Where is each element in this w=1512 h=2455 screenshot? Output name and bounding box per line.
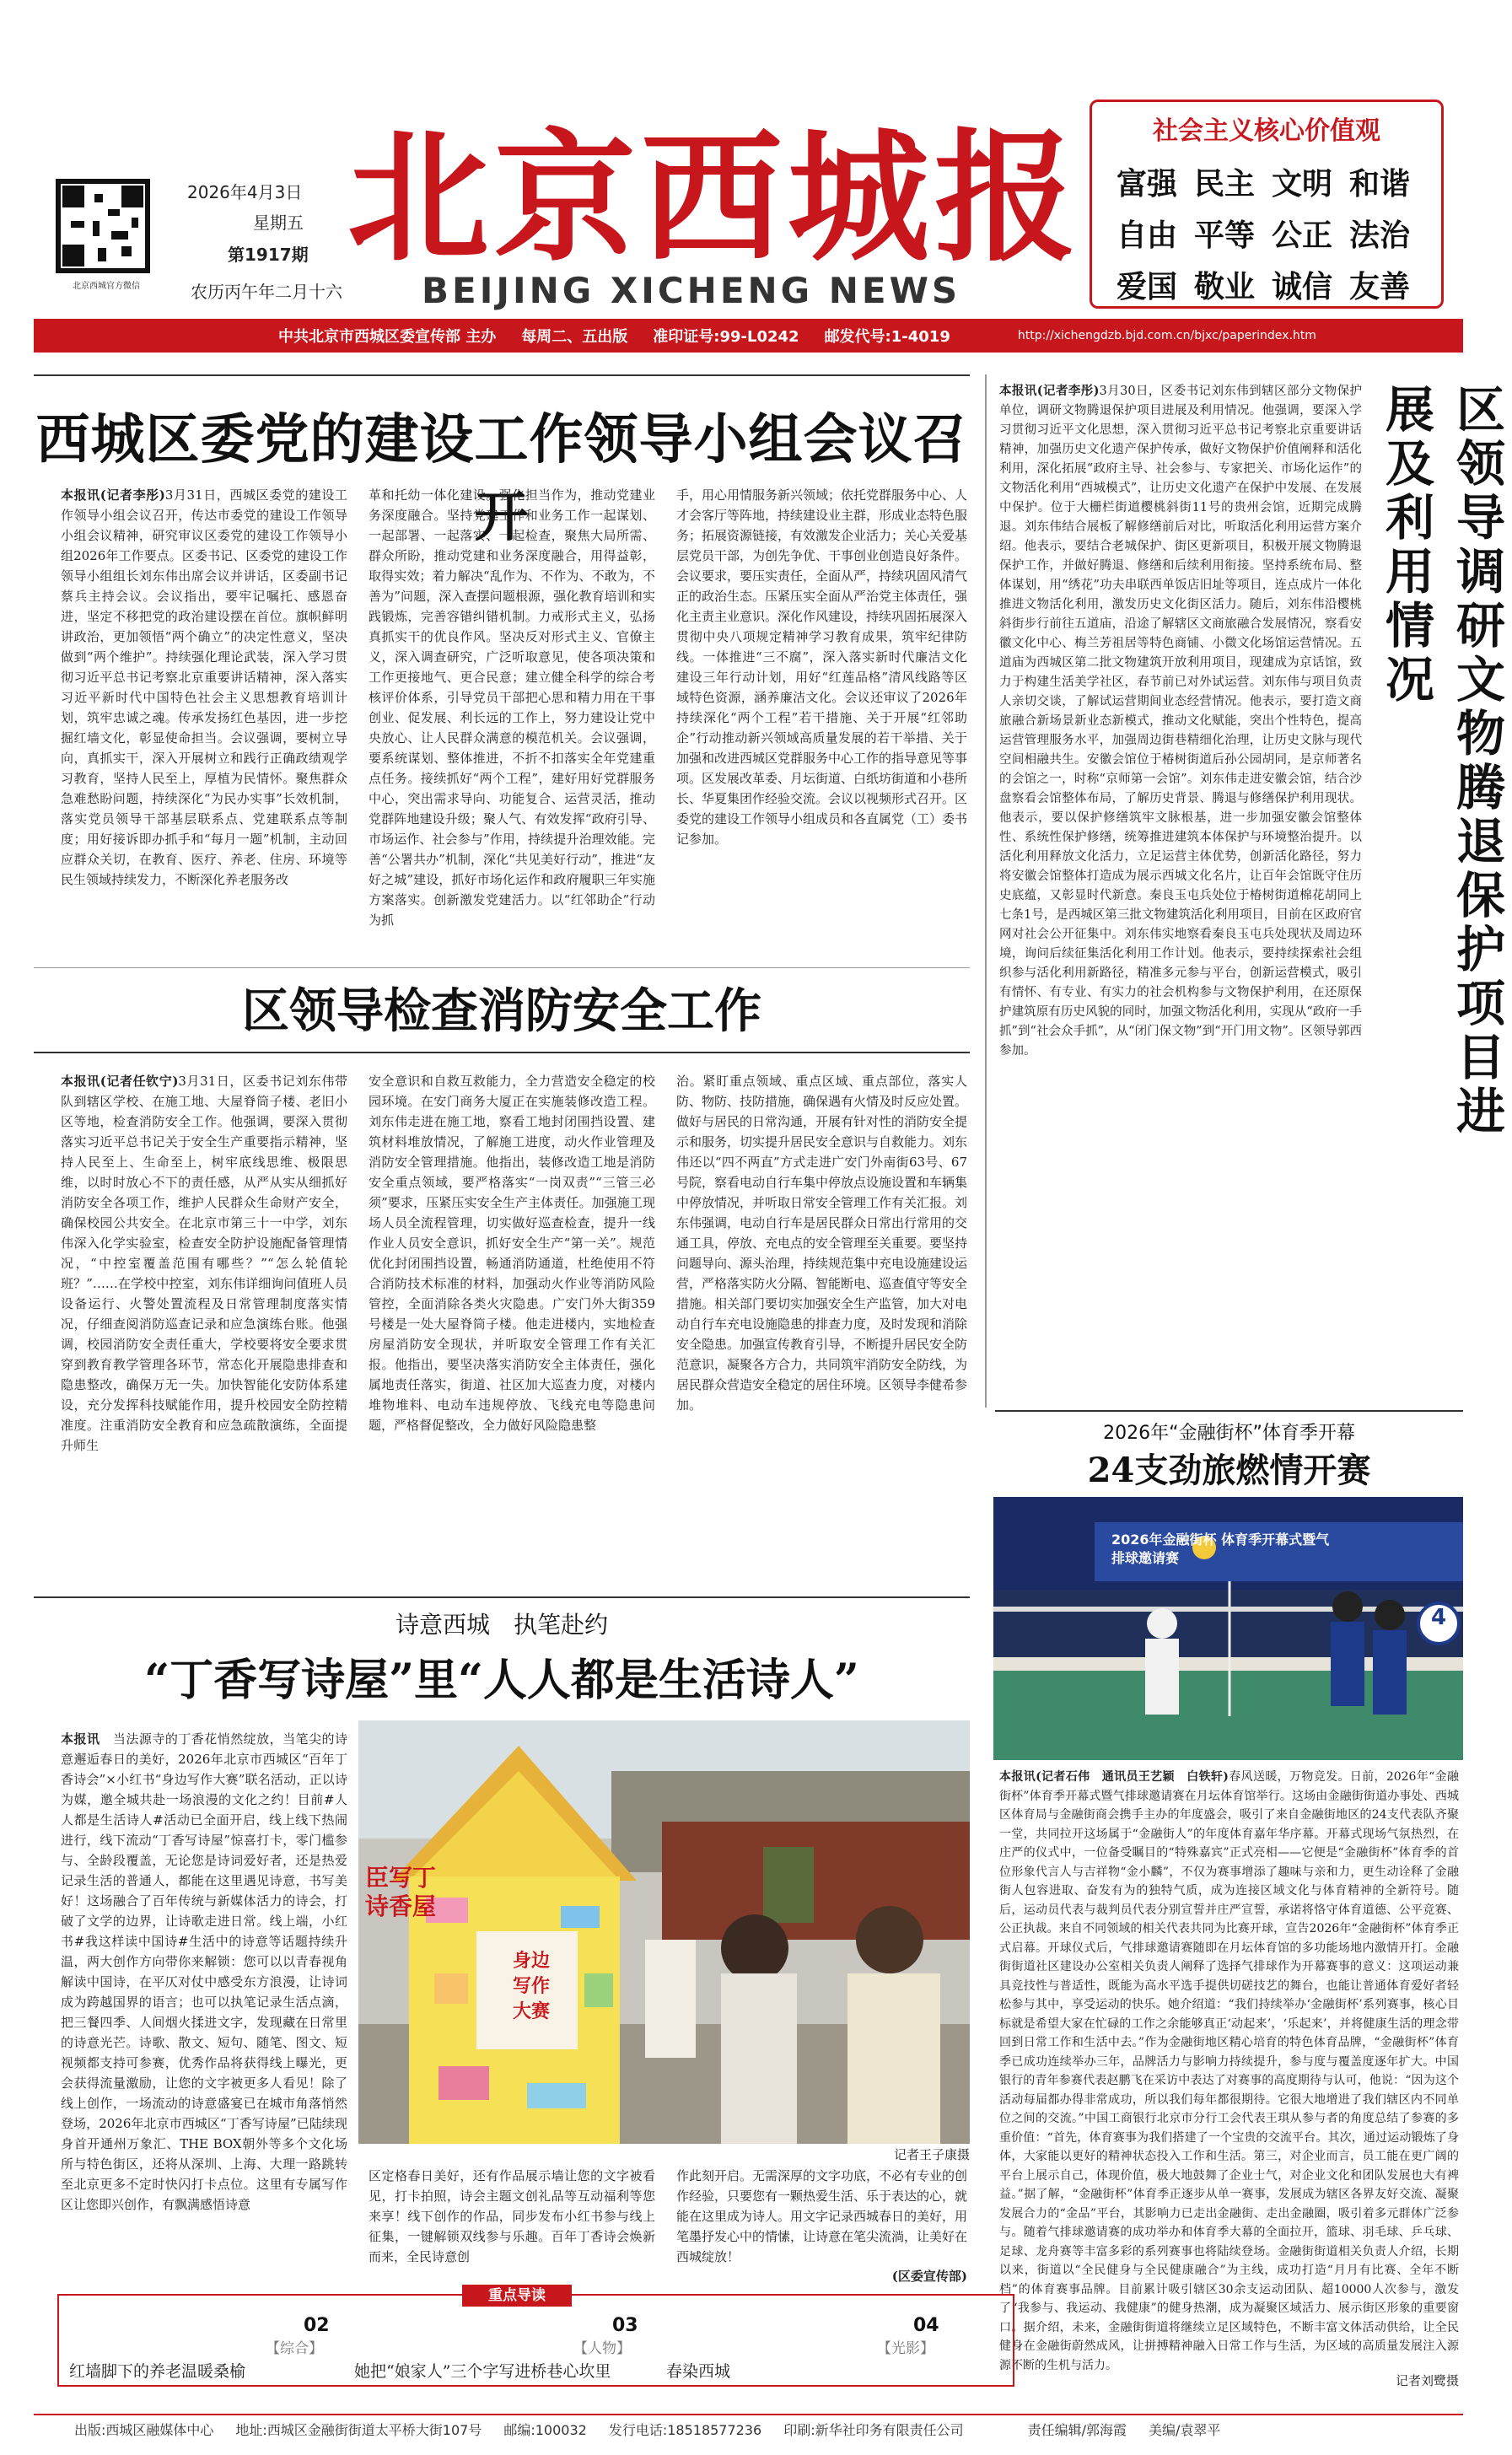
footer-postcode: 邮编:100032 xyxy=(503,2421,587,2438)
article3-photo-caption: 记者王子康摄 xyxy=(893,2147,970,2162)
poetry-house-photo[interactable] xyxy=(358,1720,970,2144)
article4-byline: (记者李彤) xyxy=(1036,384,1100,398)
guide-section: 【人物】 xyxy=(573,2340,631,2357)
core-value: 爱国 xyxy=(1117,269,1178,304)
article4-headline[interactable]: 区领导调研文物腾退保护项目进展及利用情况 xyxy=(1377,384,1505,1139)
wechat-qr-code[interactable] xyxy=(56,179,150,273)
article1-byline: (记者李彤) xyxy=(100,487,165,503)
guide-page-number: 03 xyxy=(612,2315,638,2336)
article3-kicker: 诗意西城 执笔赴约 xyxy=(395,1611,608,1639)
article5-body xyxy=(999,1768,1460,2372)
core-value: 富强 xyxy=(1117,166,1178,202)
volleyball-photo[interactable] xyxy=(993,1497,1463,1760)
article2-col2: 安全意识和自救互救能力，全力营造安全稳定的校园环境。在安门商务大厦正在实施装修改造工程。刘东伟走进在施工地，察看工地封闭围挡设置、建筑材料堆放情况，了解施工进度，动火作业管理及消防安全管理措施。他指出，装修改造工地是消防安全重点领域，要严格落实“一岗双责”“三管三必须”要求，压紧压实安全生产主体责任。加强施工现场人员全流程管理，切实做好巡查检查，提升一线作业人员安全意识，抓好安全生产“第一关”。规范优化封闭围挡设置，畅通消防通道，杜绝使用不符合消防技术标准的材料，加强动火作业等消防风险管控，全面消除各类火灾隐患。广安门外大街359号楼是一处大屋脊筒子楼。他走进楼内，实地检查房屋消防安全现状，并听取安全管理工作有关汇报。他指出，要坚决落实消防安全主体责任，强化属地责任落实，街道、社区加大巡查力度，对楼内堆物堆料、电动车违规停放、飞线充电等隐患问题，严格督促整改，全力做好风险隐患整 xyxy=(369,1074,655,1433)
article2-byline: (记者任钦宁) xyxy=(100,1074,179,1089)
core-value: 敬业 xyxy=(1194,269,1256,304)
publish-schedule: 每周二、五出版 xyxy=(521,328,628,346)
masthead-info-bar xyxy=(34,319,1463,353)
article4-text: 3月30日，区委书记刘东伟到辖区部分文物保护单位，调研文物腾退保护项目进展及利用情况。他强调，要深入学习贯彻习近平文化思想，深入贯彻习近平总书记考察北京重要讲话精神，加强历史文化遗产保护传承，做好文物保护价值阐释和活化利用，深化拓展“政府主导、社会参与、专家把关、市场化运作”的文物活化利用“西城模式”，让历史文化遗产在保护中发展、在发展中保护。位于大栅栏街道樱桃斜街11号的贵州会馆，近期完成腾退。刘东伟结合展板了解修缮前后对比，听取活化利用运营方案介绍。他表示，要结合老城保护、街区更新项目，积极开展文物腾退保护工作，并做好腾退、修缮和后续利用衔接。坚持系统布局、整体谋划，用“绣花”功夫串联西单饭店旧址等项目，连点成片一体化推进文物活化利用，激发历史文化街区活力。随后，刘东伟沿樱桃斜街步行前往五道庙，沿途了解辖区文商旅融合发展情况，察看安徽文化中心、梅兰芳祖居等特色商铺、小微文化场馆运营情况。五道庙为西城区第二批文物建筑开放利用项目，现建成为京话馆，致力于构建生活美学社区，春节前已对外试运营。刘东伟与项目负责人亲切交谈，了解试运营期间业态经营情况。他表示，要打造文商旅融合新场景新业态新模式，推动文化赋能，突出个性特色，提高运营管理服务水平，加强周边街巷精细化治理，让历史文脉与现代空间相融共生。安徽会馆位于椿树街道后孙公园胡同，是京师著名的会馆之一，时称“京师第一会馆”。刘东伟走进安徽会馆，结合沙盘察看会馆整体布局，了解历史背景、腾退与修缮保护利用现状。他表示，要以保护修缮筑牢文脉根基，进一步加强安徽会馆整体性、系统性保护修缮，统筹推进建筑本体保护与环境整治提升。以活化利用释放文化活力，立足运营主体优势，创新活化路径，努力将安徽会馆整体打造成为展示西城文化名片，让百年会馆既守住历史底蕴，又彰显时代新意。秦良玉屯兵处位于椿树街道棉花胡同上七条1号，是西城区第三批文物建筑活化利用项目，目前在区政府官网对社会公开征集中。刘东伟实地察看秦良玉屯兵处现状及周边环境，询问后续征集活化利用工作计划。他表示，要持续探索社会组织参与活化利用新路径，精准多元参与平台，创新运营模式，吸引有情怀、有专业、有实力的社会机构参与文物保护利用，在还原保护建筑原有历史风貌的同时，加强文物活化利用，实现从“政府一手抓”到“社会众手抓”，从“闭门保文物”到“开门用文物”。区领导郭西参加。 xyxy=(999,385,1362,1058)
volleyball-event-board: 2026年金融街杯 体育季开幕式暨气排球邀请赛 xyxy=(1111,1532,1330,1566)
lunar-date: 农历丙午年二月十六 xyxy=(191,282,342,302)
publisher-info: 中共北京市西城区委宣传部 主办 xyxy=(278,328,497,346)
article5-headline[interactable]: 24支劲旅燃情开赛 xyxy=(1087,1451,1371,1490)
article5-top-rule xyxy=(995,1410,1463,1412)
board-word: 大赛 xyxy=(512,2000,550,2022)
article3-col3: 作此刻开启。无需深厚的文字功底，不必有专业的创作经验，只要您有一颗热爱生活、乐于表达的心，就能在这里成为诗人。用文字记录西城春日的美好，用笔墨抒发心中的情愫，让诗意在笔尖流淌，让美好在西城绽放！ xyxy=(676,2168,968,2264)
article2-col3: 治。紧盯重点领域、重点区域、重点部位，落实人防、物防、技防措施，确保遇有火情及时反应处置。做好与居民的日常沟通，开展有针对性的消防安全提示和服务，切实提升居民安全意识与自救能力。刘东伟还以“四不两直”方式走进广安门外南街63号、67号院，察看电动自行车集中停放点设施设置和车辆集中停放情况，并听取日常安全管理工作有关汇报。刘东伟强调，电动自行车是居民群众日常出行常用的交通工具，停放、充电点的安全管理至关重要。要坚持问题导向、源头治理，持续规范集中充电设施建设运营，严格落实防火分隔、智能断电、巡查值守等安全措施。相关部门要切实加强安全生产监管，加大对电动自行车充电设施隐患的排查力度，及时发现和消除安全隐患。加强宣传教育引导，不断提升居民安全防范意识，凝聚各方合力，共同筑牢消防安全防线，为居民群众营造安全稳定的居住环境。区领导李健希参加。 xyxy=(676,1074,968,1413)
article3-lead: 本报讯 xyxy=(61,1731,100,1747)
newspaper-title: 北京西城报 xyxy=(347,114,1081,281)
article3-col2: 区定格春日美好，还有作品展示墙让您的文字被看见，打卡拍照，诗会主题文创礼品等互动福利等您来享！线下创作的作品，同步发布小红书参与线上征集，一键解锁双线参与乐趣。百年丁香诗会焕新而来，全民诗意创 xyxy=(369,2168,655,2264)
footer-designer: 美编/袁翠平 xyxy=(1149,2421,1221,2438)
article2-col1 xyxy=(61,1071,347,1590)
article3-col1 xyxy=(61,1729,347,2277)
footer-printer: 印刷:新华社印务有限责任公司 xyxy=(783,2421,964,2438)
qr-caption: 北京西城官方微信 xyxy=(73,282,140,291)
guide-section: 【综合】 xyxy=(266,2340,323,2357)
newspaper-title-en: BEIJING XICHENG NEWS xyxy=(422,270,961,311)
core-value: 诚信 xyxy=(1272,269,1333,304)
core-value: 文明 xyxy=(1272,166,1333,202)
article5-text: 春风送暖，万物竞发。日前，2026年“金融街杯”体育季开幕式暨气排球邀请赛在月坛体育馆举行。这场由金融街街道办事处、西城区体育局与金融街商会携手主办的年度盛会，吸引了来自金融街地区的24支代表队齐聚一堂，共同拉开这场属于“金融街人”的年度体育嘉年华序幕。开幕式现场气氛热烈，在庄严的仪式中，一位备受瞩目的“特殊嘉宾”正式亮相——它便是“金融街杯”体育季的首位形象代言人与吉祥物“金小麟”，不仅为赛事增添了趣味与亲和力，更生动诠释了金融街人包容进取、奋发有为的独特气质，成为连接区域文化与体育精神的全新符号。随后，运动员代表与裁判员代表分别宣誓并庄严宣誓，承诺将恪守体育道德、公平竞赛、公正执裁。来自不同领域的相关代表共同为比赛开球，宣告2026年“金融街杯”体育季正式启幕。开球仪式后，气排球邀请赛随即在月坛体育馆的多功能场地内激情开打。金融街街道社区建设办公室相关负责人阐释了选择气排球作为开幕赛事的意义：这项运动兼具竞技性与普适性，既能为高水平选手提供切磋技艺的舞台，也能让普通体育爱好者轻松参与其中，享受运动的快乐。她介绍道：“我们持续举办‘金融街杯’系列赛事，核心目标就是希望大家在忙碌的工作之余能够真正‘动起来’，‘乐起来’，并将健康生活的理念带回到日常工作和生活中去。”作为金融街地区精心培育的特色体育品牌，“金融街杯”体育季已成功连续举办三年，品牌活力与影响力持续提升，参与度与覆盖度逐年扩大。中国银行的青年参赛代表赵鹏飞在采访中表达了对赛事的高度期待与认可，他说：“因为这个活动每届都办得非常成功，所以我们每年都很期待。它很大地增进了我们辖区内不同单位之间的交流。”中国工商银行北京市分行工会代表王琪从参与者的角度总结了参赛的多重价值：“首先，体育赛事为我们搭建了一个宝贵的交流平台。其次，通过运动锻炼了身体，大家能以更好的精神状态投入工作和生活。第三，对企业而言，员工能在更广阔的平台上展示自己，体现价值，极大地鼓舞了企业士气，对企业文化和团队发展也大有裨益。”据了解，“金融街杯”体育季正逐步从单一赛事，发展成为辖区各界友好交流、凝聚发展合力的“金品”平台，其影响力已走出金融街、走出金融圈，吸引着多元群体广泛参与。随着气排球邀请赛的成功举办和体育季大幕的全面拉开，篮球、羽毛球、乒乓球、足球、龙舟赛等丰富多彩的系列赛事也将陆续登场。金融街街道相关负责人介绍，长期以来，街道以“全民健身与全民健康融合”为主线，成功打造“月月有比赛、全年不断档”的体育赛事品牌。目前累计吸引辖区30余支运动团队、超10000人次参与，激发了“我参与、我运动、我健康”的健身热潮，成为凝聚区域活力、展示街区形象的重要窗口。据介绍，未来，金融街街道将继续立足区域特色，不断丰富文体活动供给，让全民健身在金融街蔚然成风，让拼搏精神融入日常工作与生活，为区域的高质量发展注入源源不断的生机与活力。 xyxy=(999,1770,1460,2372)
article4-lead: 本报讯 xyxy=(999,384,1037,398)
article3-text: 当法源寺的丁香花悄然绽放，当笔尖的诗意邂逅春日的美好，2026年北京市西城区“百年丁香诗会”×小红书“身边写作大赛”联名活动，正以诗为媒，邀全城共赴一场浪漫的文化之约！目前#人人都是生活诗人#活动已全面开启，线上线下热闹进行，线下流动“丁香写诗屋”惊喜打卡，零门槛参与、全龄段覆盖，无论您是诗词爱好者，还是热爱记录生活的普通人，都能在这里遇见诗意，书写美好！这场融合了百年传统与新媒体活力的诗会，打破了文学的边界，让诗歌走进日常。线上端，小红书#我这样读中国诗#生活中的诗意等话题持续升温，两大创作方向带你来解锁：您可以以青春视角解读中国诗，在平仄对仗中感受东方浪漫，让诗词成为跨越国界的语言；也可以执笔记录生活点滴，把三餐四季、人间烟火揉进文字，发现藏在日常里的诗意光芒。诗歌、散文、短句、随笔、图文、短视频都支持可参赛，优秀作品将获得线上曝光，更会获得流量激励，让您的文字被更多人看见！除了线上创作，一场流动的诗意盛宴已在城市角落悄然登场，2026年北京市西城区“丁香写诗屋”已陆续现身首开通州万象汇、THE BOX朝外等多个文化场所与特色街区，还将从深圳、上海、大理一路跳转至北京更多不定时快闪打卡点位。这里有专属写作区让您即兴创作，有飘满感悟诗意 xyxy=(61,1731,347,2212)
article4-body xyxy=(999,381,1362,1400)
article5-kicker: 2026年“金融街杯”体育季开幕 xyxy=(1103,1423,1355,1444)
core-values-title: 社会主义核心价值观 xyxy=(1153,116,1380,146)
guide-page-number: 04 xyxy=(913,2315,939,2336)
article3-sign: (区委宣传部) xyxy=(891,2269,967,2284)
core-value: 和谐 xyxy=(1349,166,1411,202)
key-reading-tag: 重点导读 xyxy=(462,2285,572,2307)
article1-lead: 本报讯 xyxy=(61,487,100,503)
article2-headline[interactable]: 区领导检查消防安全工作 xyxy=(242,983,761,1039)
epaper-url-link[interactable]: http://xichengdzb.bjd.com.cn/bjxc/paperindex.htm xyxy=(1017,329,1316,342)
core-value: 友善 xyxy=(1349,269,1411,304)
sign-char: 臣 xyxy=(365,1864,390,1892)
core-value: 法治 xyxy=(1349,218,1411,253)
guide-link-item[interactable]: 她把“娘家人”三个字写进桥巷心坎里 xyxy=(354,2362,611,2381)
article2-lead: 本报讯 xyxy=(61,1074,100,1089)
poetry-house-sign xyxy=(365,1864,449,1921)
sign-char: 诗 xyxy=(365,1892,390,1920)
sign-char: 香 xyxy=(389,1892,413,1920)
article5-photo-credit: 记者刘鹭摄 xyxy=(1395,2373,1459,2388)
sign-char: 写 xyxy=(389,1864,413,1892)
article2-head-rule xyxy=(34,1052,970,1053)
core-value: 民主 xyxy=(1194,166,1256,202)
article3-top-rule xyxy=(34,1596,970,1598)
article5-byline: (记者石伟 通讯员王艺颖 白铁轩) xyxy=(1036,1770,1229,1784)
headline-top-rule xyxy=(34,374,970,376)
print-permit: 准印证号:99-L0242 xyxy=(653,328,799,346)
jersey-number: 4 xyxy=(1430,1605,1447,1630)
article1-headline[interactable]: 西城区委党的建设工作领导小组会议召开 xyxy=(35,409,968,549)
article5-lead: 本报讯 xyxy=(999,1770,1036,1784)
guide-link-item[interactable]: 红墙脚下的养老温暖桑榆 xyxy=(69,2362,246,2381)
article2-top-rule xyxy=(34,967,970,968)
article3-headline[interactable]: “丁香写诗屋”里“人人都是生活诗人” xyxy=(144,1655,859,1706)
core-value: 平等 xyxy=(1194,218,1256,253)
imprint-footer xyxy=(34,2414,1463,2442)
postal-code: 邮发代号:1-4019 xyxy=(824,328,950,346)
board-word: 身边 xyxy=(512,1950,550,1972)
article1-col3: 手，用心用情服务新兴领域；依托党群服务中心、人才会客厅等阵地，持续建设业主群，形成业态特色服务；拓展资源链接，有效激发企业活力；关心关爱基层党员干部，为创先争优、干事创业创造良好条件。会议要求，要压实责任，全面从严，持续巩固风清气正的政治生态。压紧压实全面从严治党主体责任，强化主责主业意识。深化作风建设，持续巩固拓展深入贯彻中央八项规定精神学习教育成果，筑牢纪律防线。一体推进“三不腐”，深入落实新时代廉洁文化建设三年行动计划，用好“红莲品格”清风线路等区域特色资源，涵养廉洁文化。会议还审议了2026年持续深化“两个工程”若干措施、关于开展“红邻助企”行动推动新兴领域高质量发展的若干举措、关于加强和改进西城区党群服务中心工作的指导意见等事项。区发展改革委、月坛街道、白纸坊街道和小巷所长、华夏集团作经验交流。会议以视频形式召开。区委党的建设工作领导小组成员和各直属党（工）委书记参加。 xyxy=(676,487,968,847)
issue-date: 2026年4月3日 xyxy=(187,182,303,202)
core-value: 公正 xyxy=(1272,218,1333,253)
poetry-house-board xyxy=(493,1948,569,2024)
footer-phone: 发行电话:18518577236 xyxy=(608,2421,762,2438)
core-value: 自由 xyxy=(1117,218,1178,253)
sign-char: 屋 xyxy=(412,1892,437,1920)
article2-text: 3月31日，区委书记刘东伟带队到辖区学校、在施工地、大屋脊筒子楼、老旧小区等地，检查消防安全工作。他强调，要深入贯彻落实习近平总书记关于安全生产重要指示精神，坚持人民至上、生命至上，树牢底线思维、极限思维，以时时放心不下的责任感，从严从实从细抓好消防安全各项工作，维护人民群众生命财产安全，确保校园公共安全。在北京市第三十一中学，刘东伟深入化学实验室，检查安全防护设施配备管理情况，“中控室覆盖范围有哪些？”“怎么轮值轮班？”……在学校中控室，刘东伟详细询问值班人员设备运行、火警处置流程及日常管理制度落实情况，仔细查阅消防巡查记录和应急演练台账。他强调，校园消防安全责任重大，学校要将安全要求贯穿到教育教学管理各环节，常态化开展隐患排查和隐患整改，确保万无一失。加快智能化安防体系建设，充分发挥科技赋能作用，提升校园安全防控精准度。注重消防安全教育和应急疏散演练，全面提升师生 xyxy=(61,1074,347,1453)
article1-col1 xyxy=(61,485,347,961)
footer-address: 地址:西城区金融街街道太平桥大街107号 xyxy=(235,2421,482,2438)
poetry-house-illustration xyxy=(358,1720,970,2144)
issue-weekday: 星期五 xyxy=(253,213,304,233)
guide-link-item[interactable]: 春染西城 xyxy=(666,2362,731,2381)
right-column-divider xyxy=(985,374,987,1408)
board-word: 写作 xyxy=(512,1975,550,1997)
core-values-grid xyxy=(1117,160,1429,306)
footer-publisher: 出版:西城区融媒体中心 xyxy=(74,2421,214,2438)
article1-text: 3月31日，西城区委党的建设工作领导小组会议召开，传达市委党的建设工作领导小组会议精神，研究审议区委党的建设工作领导小组2026年工作要点。区委书记、区委党的建设工作领导小组组长刘东伟出席会议并讲话，区委副书记蔡兵主持会议。会议指出，要牢记嘱托、感恩奋进，坚定不移把党的政治建设摆在首位。旗帜鲜明讲政治，更加领悟“两个确立”的决定性意义，坚决做到“两个维护”。持续强化理论武装，深入学习贯彻习近平总书记考察北京重要讲话精神，深入落实习近平新时代中国特色社会主义思想教育培训计划，筑牢忠诚之魂。传承发扬红色基因，进一步挖掘红墙文化，彰显使命担当。会议强调，要树立导向，真抓实干，深入开展树立和践行正确政绩观学习教育，坚持人民至上，厚植为民情怀。聚焦群众急难愁盼问题，持续深化“为民办实事”长效机制，落实党员领导干部基层联系点、党建联系点等制度；用好接诉即办抓手和“每月一题”机制，主动回应群众关切，在教育、医疗、养老、住房、环境等民生领域持续发力，不断深化养老服务改 xyxy=(61,487,347,887)
guide-page-number: 02 xyxy=(304,2315,330,2336)
footer-editor: 责任编辑/郭海霞 xyxy=(1027,2421,1127,2438)
sign-char: 丁 xyxy=(412,1864,437,1892)
issue-number: 第1917期 xyxy=(228,245,309,265)
article1-col2: 革和托幼一体化建设。强化担当作为，推动党建业务深度融合。坚持党建工作和业务工作一起谋划、一起部署、一起落实、一起检查，聚焦大局所需、群众所盼，推动党建和业务深度融合，用得益彰，取得实效；着力解决“乱作为、不作为、不敢为，不善为”问题，深入查摆问题根源，强化教育培训和实践锻炼，完善容错纠错机制。力戒形式主义，弘扬真抓实干的优良作风。坚决反对形式主义、官僚主义，深入调查研究，广泛听取意见，使各项决策和工作更接地气、更合民意；建立健全科学的综合考核评价体系，引导党员干部把心思和精力用在干事创业、促发展、利长远的工作上，努力建设让党中央放心、让人民群众满意的模范机关。会议强调，要系统谋划、整体推进，不折不扣落实全年党建重点任务。接续抓好“两个工程”，建好用好党群服务中心，突出需求导向、功能复合、运营灵活，推动党群阵地建设升级；聚人气、有效发挥“政府引导、市场运作、社会参与”作用，持续提升治理效能。完善“公署共办”机制，深化“共见美好行动”，推进“友好之城”建设，抓好市场化运作和政府履职三年实施方案落实。创新激发党建活力。以“红邻助企”行动为抓 xyxy=(369,487,655,928)
guide-section: 【光影】 xyxy=(877,2340,934,2357)
